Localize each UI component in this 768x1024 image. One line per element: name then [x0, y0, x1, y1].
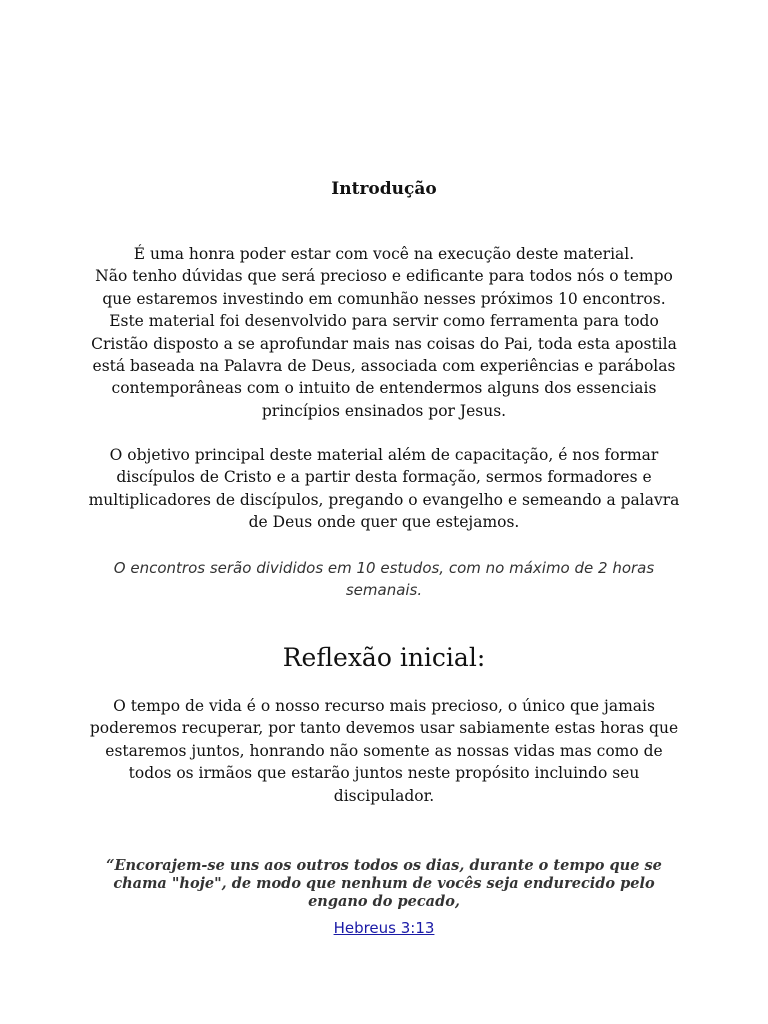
paragraph-line: multiplicadores de discípulos, pregando o evangelho e semeando a palavra	[88, 490, 680, 509]
bible-quote	[0, 857, 768, 911]
paragraph-line: O objetivo principal deste material além de capacitação, é nos formar	[109, 446, 659, 464]
paragraph-line: princípios ensinados por Jesus.	[261, 401, 507, 420]
reflection-paragraph	[0, 695, 768, 807]
reflection-heading-text: Reflexão inicial:	[282, 643, 486, 672]
paragraph-line: que estaremos investindo em comunhão nesses próximos 10 encontros.	[102, 289, 666, 308]
paragraph-line: Este material foi desenvolvido para servir como ferramenta para todo	[109, 312, 659, 331]
paragraph-line: É uma honra poder estar com você na execução deste material.	[133, 245, 635, 263]
paragraph-line: O tempo de vida é o nosso recurso mais precioso, o único que jamais	[113, 697, 655, 715]
reflection-heading	[0, 641, 768, 675]
quote-reference	[0, 917, 768, 939]
intro-heading-text: Introdução	[331, 179, 437, 199]
paragraph-line: todos os irmãos que estarão juntos neste propósito incluindo seu	[128, 764, 640, 783]
paragraph-line: está baseada na Palavra de Deus, associada com experiências e parábolas	[92, 357, 676, 376]
paragraph-line: contemporâneas com o intuito de entendermos alguns dos essenciais	[111, 379, 657, 398]
paragraph-line: discipulador.	[333, 786, 435, 805]
intro-paragraph-2	[0, 444, 768, 534]
paragraph-line: de Deus onde quer que estejamos.	[248, 513, 520, 532]
paragraph-line: Cristão disposto a se aprofundar mais nas coisas do Pai, toda esta apostila	[91, 334, 677, 353]
quote-line: “Encorajem-se uns aos outros todos os dias, durante o tempo que se	[106, 857, 662, 874]
paragraph-line: poderemos recuperar, por tanto devemos usar sabiamente estas horas que	[89, 719, 679, 738]
note-line: semanais.	[345, 581, 423, 599]
bible-reference-link[interactable]: Hebreus 3:13	[333, 919, 435, 937]
schedule-note	[0, 557, 768, 601]
paragraph-line: discípulos de Cristo e a partir desta formação, sermos formadores e	[116, 468, 652, 487]
intro-heading	[0, 177, 768, 201]
quote-line: engano do pecado,	[308, 893, 460, 910]
paragraph-line: Não tenho dúvidas que será precioso e edificante para todos nós o tempo	[95, 267, 673, 286]
quote-line: chama "hoje", de modo que nenhum de vocês seja endurecido pelo	[113, 875, 655, 892]
note-line: O encontros serão divididos em 10 estudos, com no máximo de 2 horas	[113, 559, 655, 577]
paragraph-line: estaremos juntos, honrando não somente as nossas vidas mas como de	[105, 741, 663, 760]
intro-paragraph-1	[0, 243, 768, 422]
